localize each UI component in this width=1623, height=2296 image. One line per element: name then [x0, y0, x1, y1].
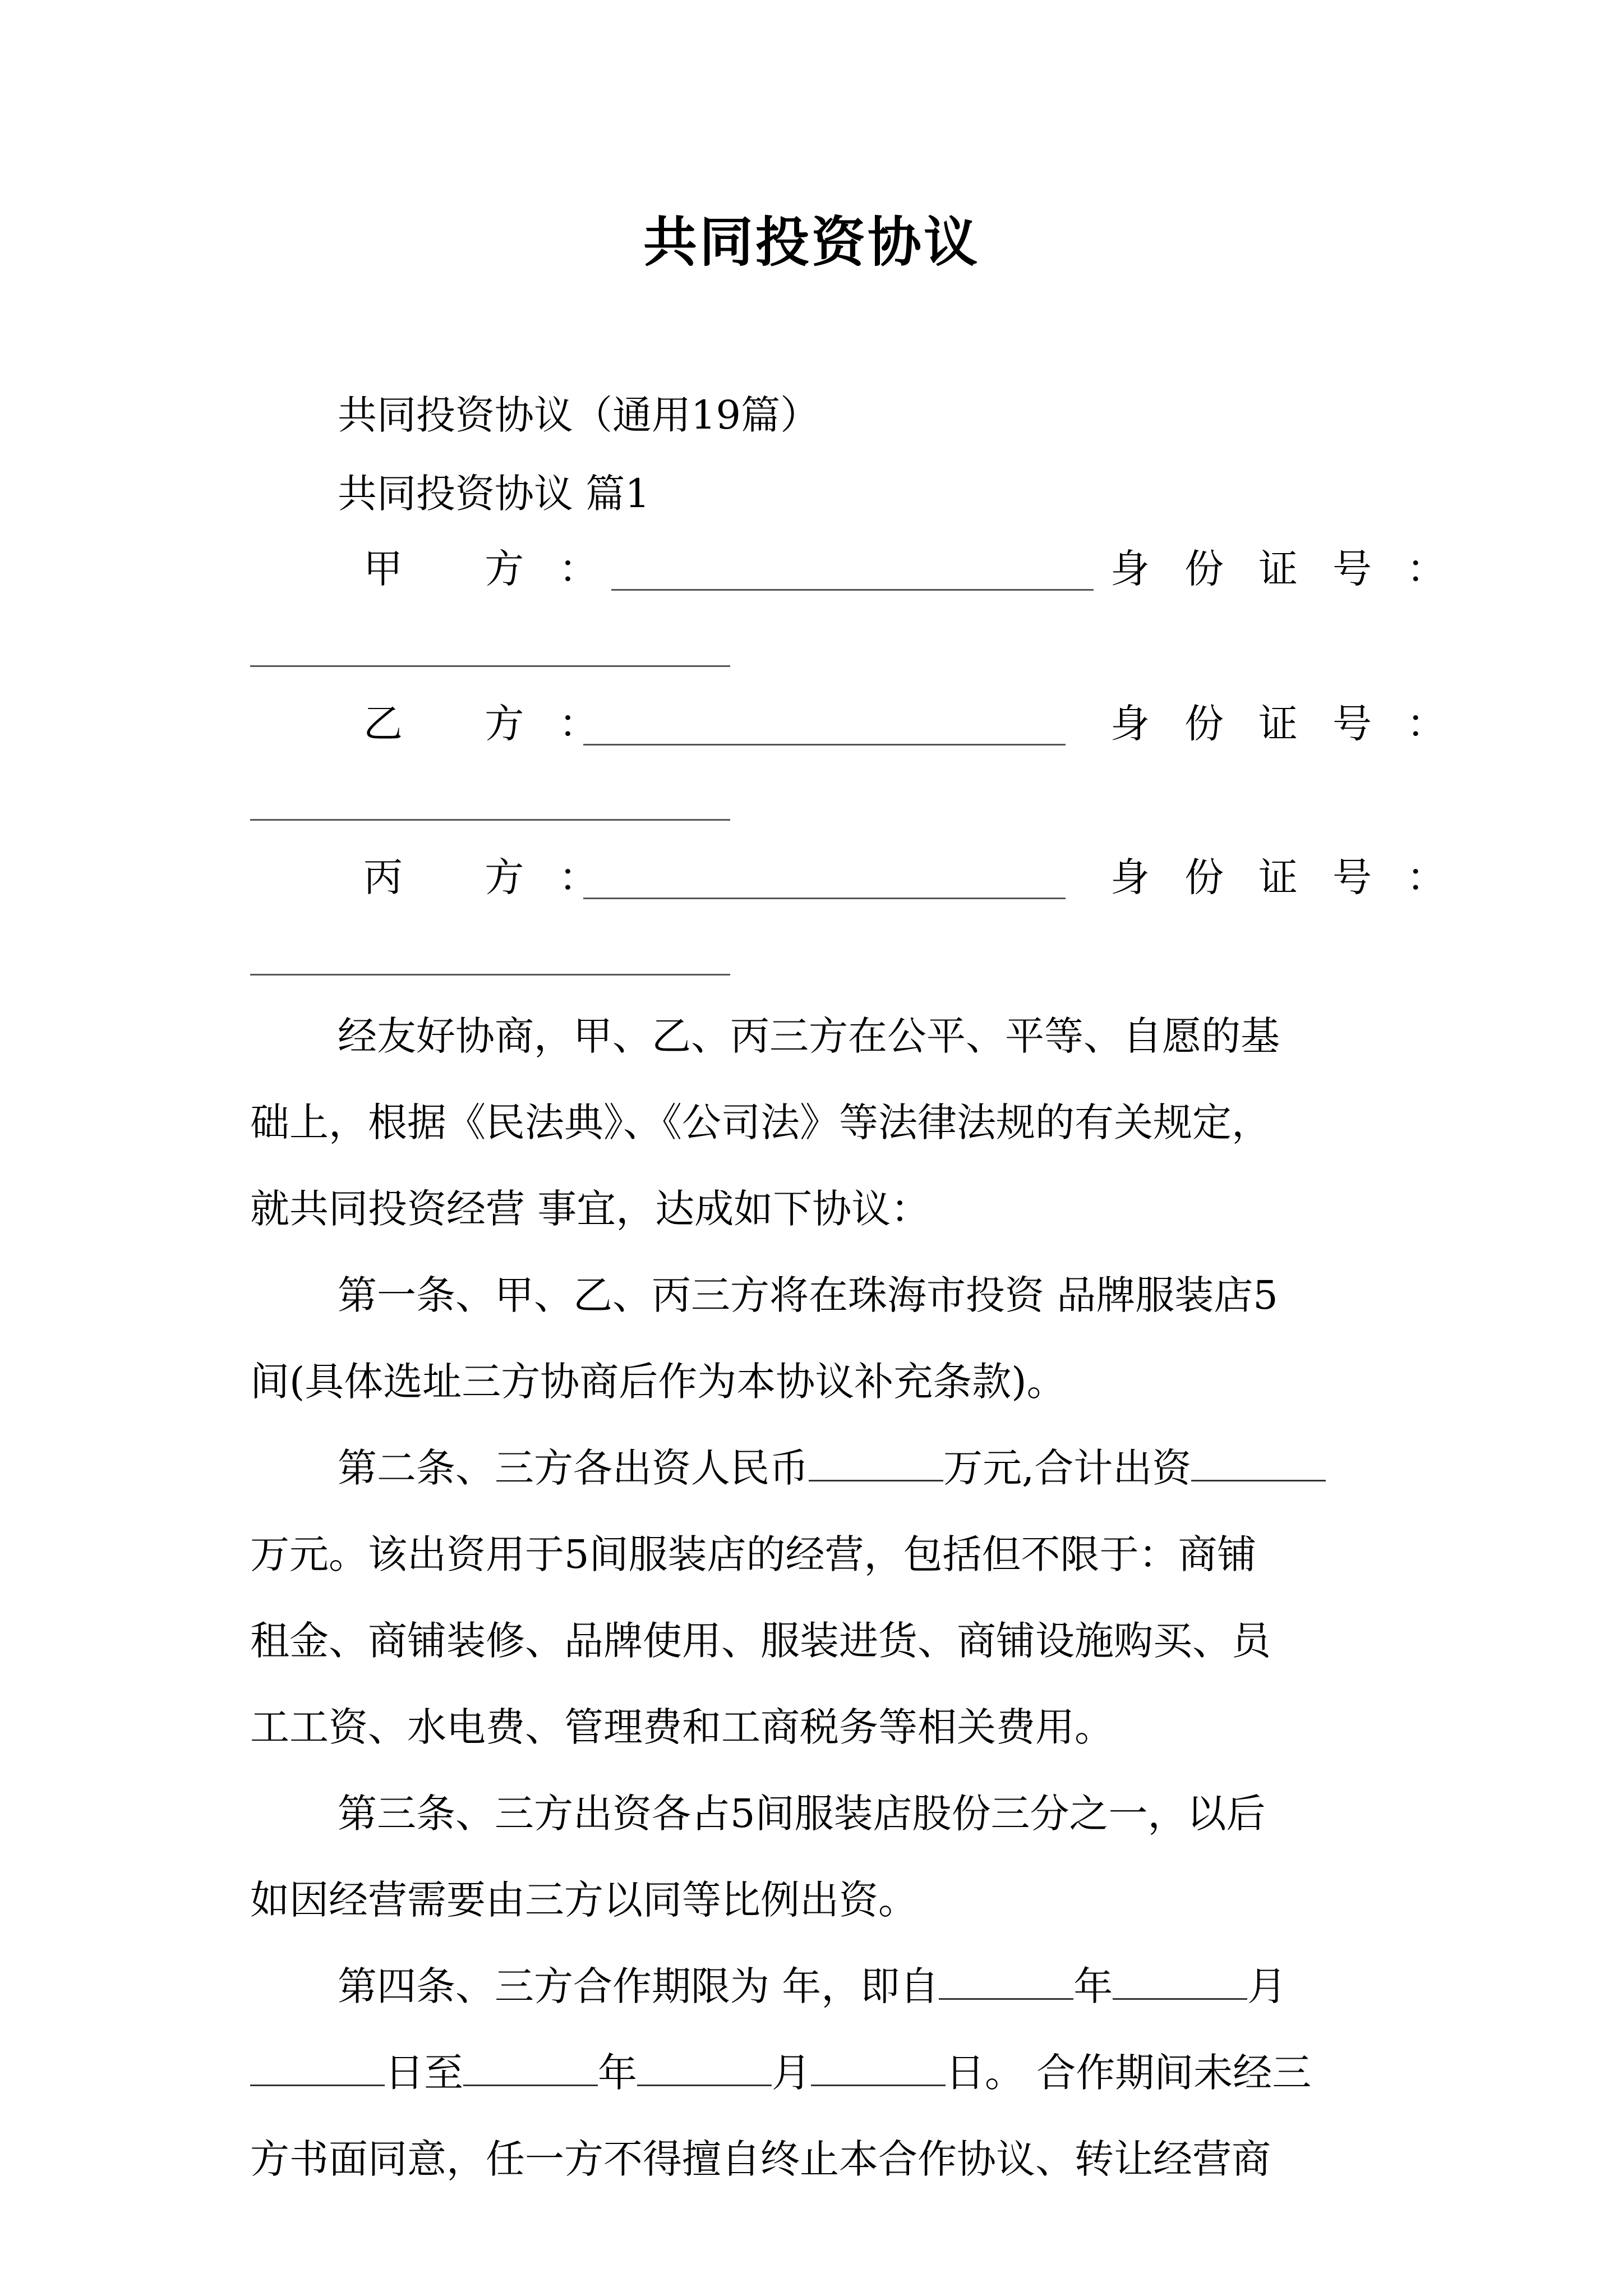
- start-year-blank[interactable]: [939, 1963, 1073, 2000]
- chapter-heading: 共同投资协议 篇1: [338, 471, 650, 517]
- end-month-blank[interactable]: [637, 2050, 772, 2086]
- party-b-id-label: 身份证号：: [1110, 701, 1481, 747]
- article2-line-3: 租金、商铺装修、品牌使用、服装进货、商铺设施购买、员: [250, 1618, 1271, 1664]
- party-c-id-line[interactable]: [250, 974, 730, 976]
- article2-line-1: 第二条、三方各出资人民币 万元,合计出资: [250, 1425, 1389, 1511]
- party-a-id-label: 身份证号：: [1110, 546, 1481, 592]
- intro-line-3: 就共同投资经营 事宜，达成如下协议：: [250, 1186, 930, 1232]
- party-a-label: 甲 方：: [363, 546, 633, 592]
- total-investment-blank[interactable]: [1191, 1445, 1326, 1481]
- article4-line-3: 方书面同意，任一方不得擅自终止本合作协议、转让经营商: [250, 2136, 1271, 2182]
- article4-line-1: 第四条、三方合作期限为 年，即自 年 月: [338, 1963, 1287, 2009]
- party-c-label: 丙 方：: [363, 854, 633, 900]
- end-year-blank[interactable]: [463, 2050, 598, 2086]
- party-a-name-line[interactable]: [611, 589, 1094, 591]
- start-month-blank[interactable]: [1113, 1963, 1247, 2000]
- article3-line-2: 如因经营需要由三方以同等比例出资。: [250, 1877, 917, 1923]
- article1-line-1: 第一条、甲、乙、丙三方将在珠海市投资 品牌服装店5: [338, 1272, 1278, 1318]
- article4-line-2: 日至 年 月 日。 合作期间未经三: [250, 2030, 1389, 2116]
- end-day-blank[interactable]: [811, 2050, 946, 2086]
- article2-line-2: 万元。该出资用于5间服装店的经营，包括但不限于：商铺: [250, 1531, 1257, 1577]
- party-b-name-line[interactable]: [583, 744, 1066, 746]
- party-c-id-label: 身份证号：: [1110, 854, 1481, 900]
- article3-line-1: 第三条、三方出资各占5间服装店股份三分之一，以后: [338, 1791, 1266, 1837]
- intro-line-1: 经友好协商，甲、乙、丙三方在公平、平等、自愿的基: [338, 1013, 1280, 1059]
- start-day-blank[interactable]: [250, 2050, 385, 2086]
- party-a-id-line[interactable]: [250, 665, 730, 667]
- document-title: 共同投资协议: [643, 210, 980, 274]
- article2-line-4: 工工资、水电费、管理费和工商税务等相关费用。: [250, 1704, 1114, 1750]
- intro-line-2: 础上，根据《民法典》、《公司法》等法律法规的有关规定，: [250, 1099, 1271, 1145]
- party-b-id-line[interactable]: [250, 819, 730, 821]
- party-c-name-line[interactable]: [583, 898, 1066, 899]
- document-subtitle: 共同投资协议（通用19篇）: [338, 392, 820, 438]
- body-text: [250, 993, 1389, 2202]
- investment-amount-blank[interactable]: [809, 1445, 943, 1481]
- article1-line-2: 间(具体选址三方协商后作为本协议补充条款)。: [250, 1359, 1066, 1405]
- party-b-label: 乙 方：: [363, 701, 633, 747]
